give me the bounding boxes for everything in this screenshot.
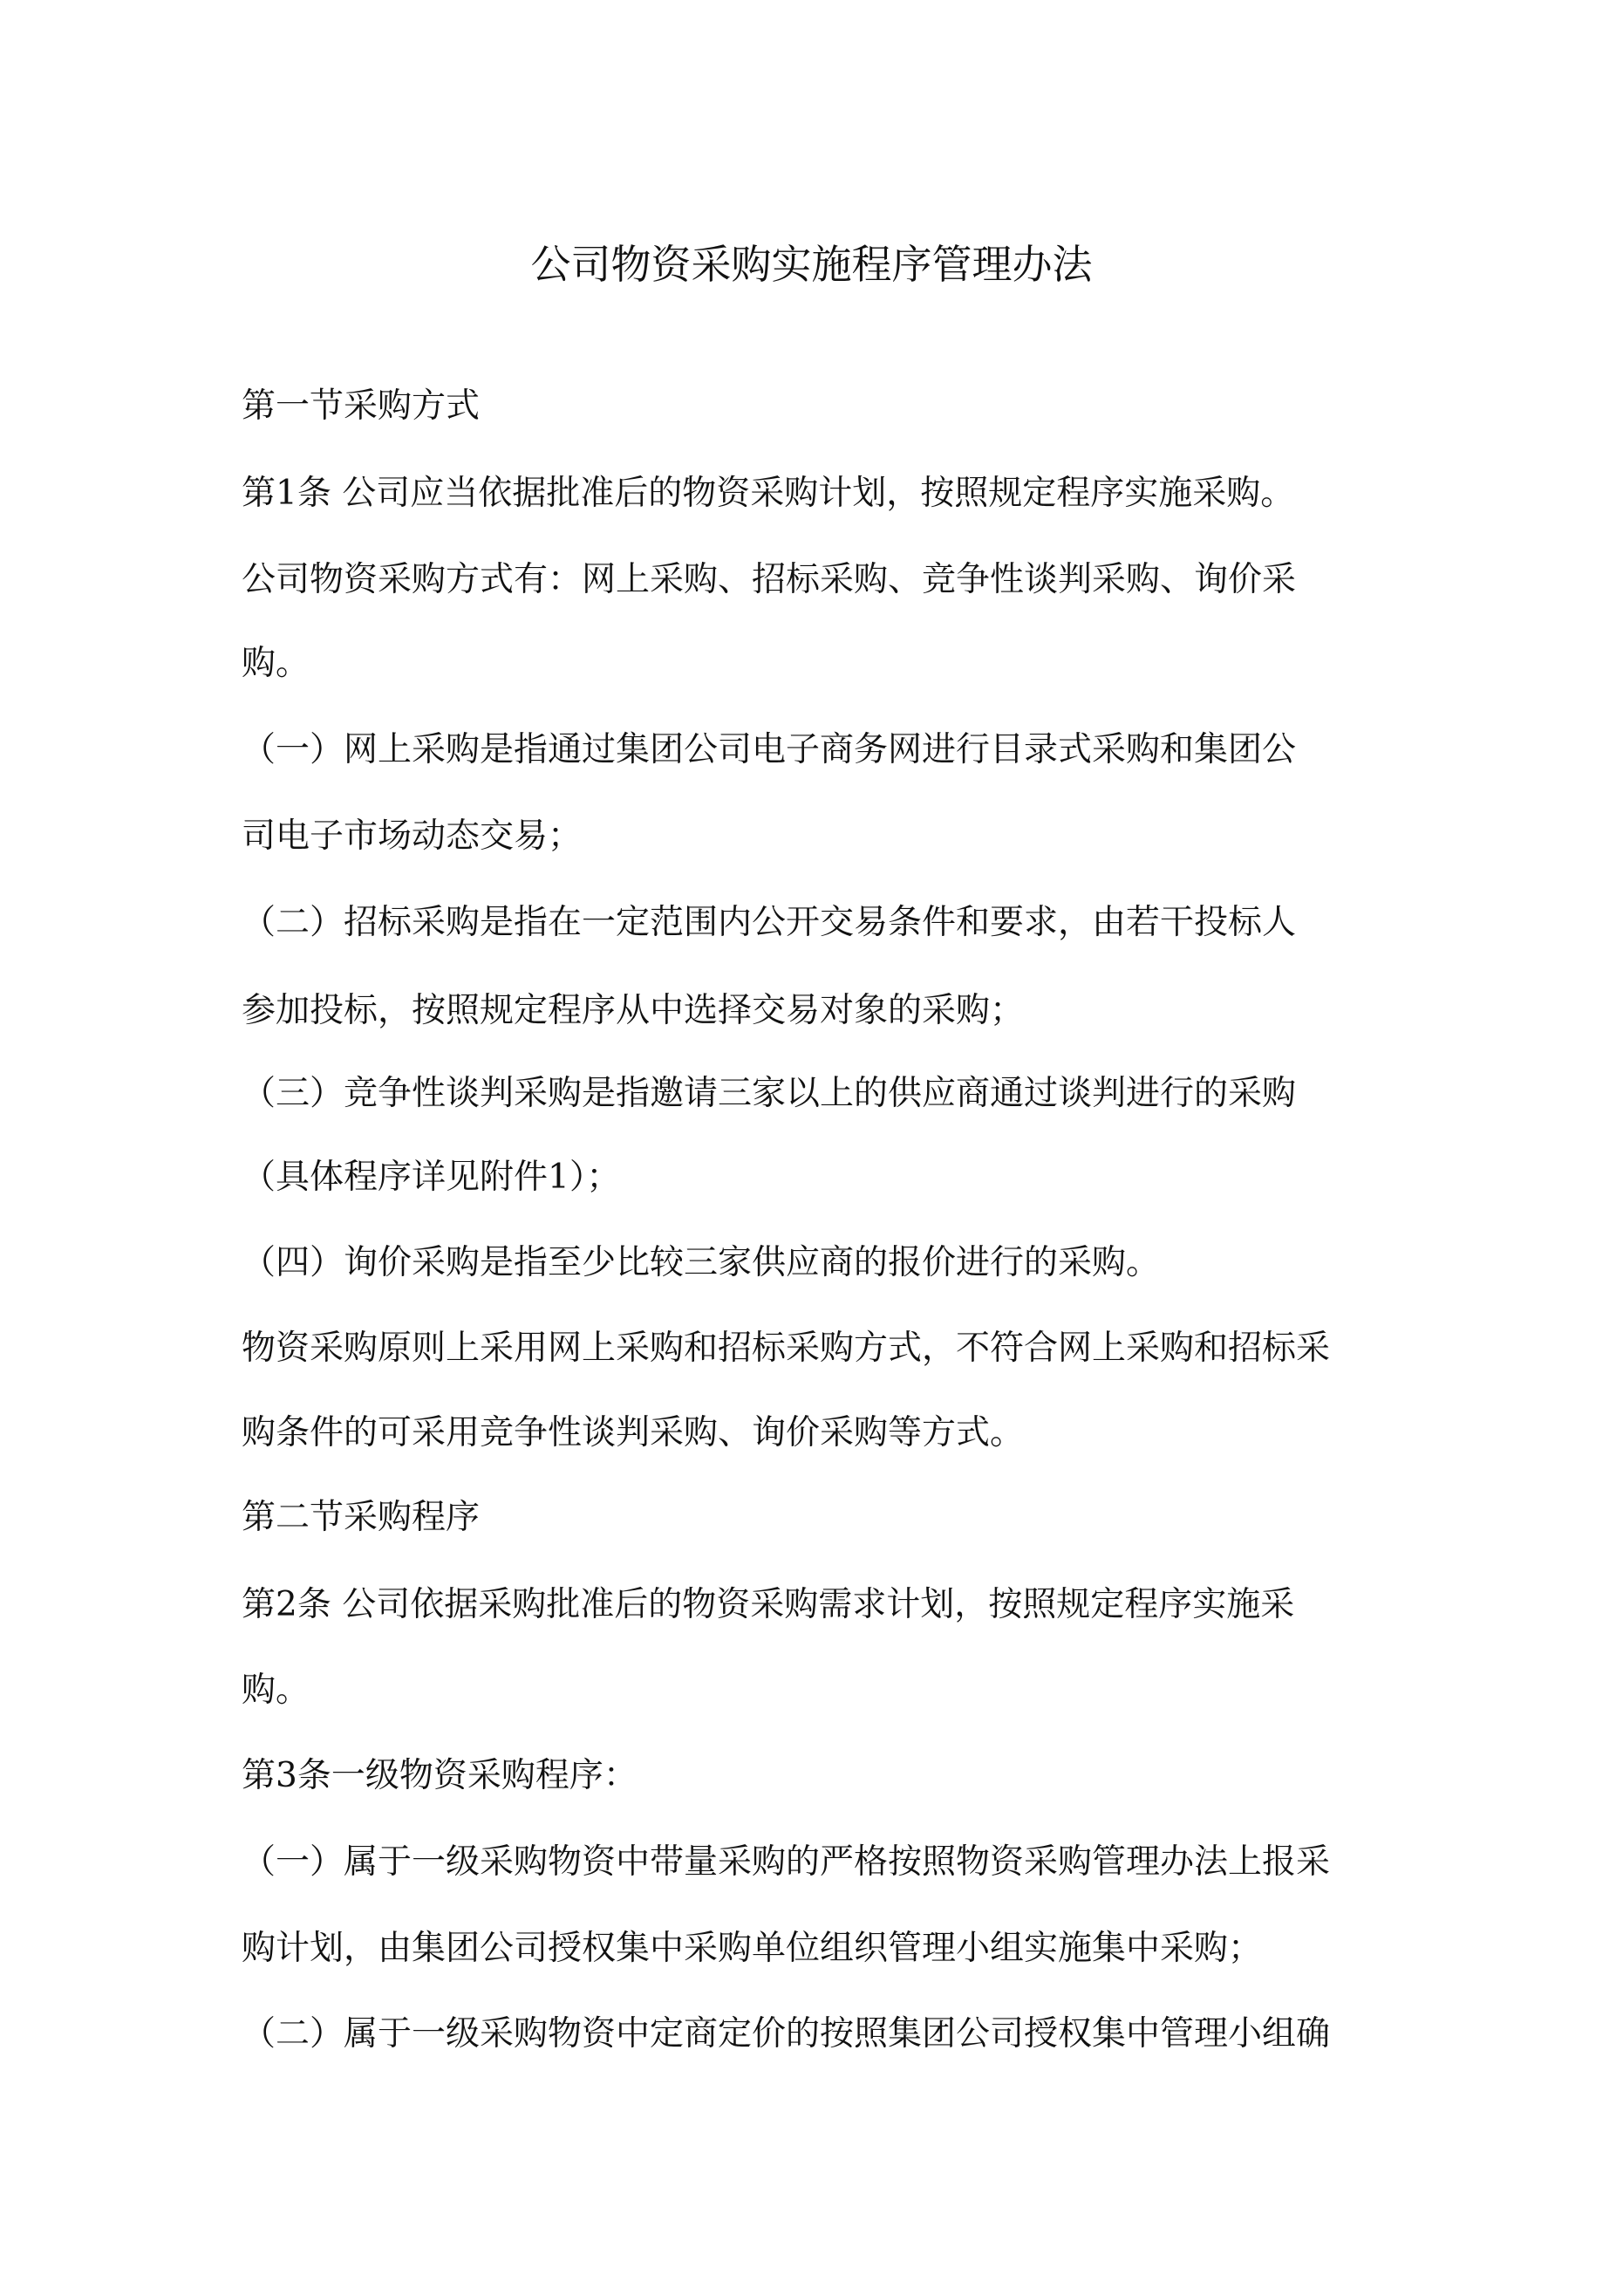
paragraph-line: （具体程序详见附件1）； [242, 1158, 621, 1197]
paragraph-line: 购条件的可采用竞争性谈判采购、询价采购等方式。 [242, 1413, 1025, 1452]
paragraph-line: （二）招标采购是指在一定范围内公开交易条件和要求，由若干投标人 [242, 903, 1297, 942]
paragraph-line: 购。 [242, 1671, 310, 1710]
paragraph-line: 购。 [242, 644, 310, 683]
paragraph-line: （一）属于一级采购物资中带量采购的严格按照物资采购管理办法上报采 [242, 1842, 1331, 1882]
paragraph-line: 司电子市场动态交易； [242, 817, 583, 856]
paragraph-line: 购计划，由集团公司授权集中采购单位组织管理小组实施集中采购； [242, 1929, 1263, 1968]
paragraph-line: 第1条 公司应当依据批准后的物资采购计划，按照规定程序实施采购。 [242, 474, 1295, 513]
paragraph-line: 参加投标，按照规定程序从中选择交易对象的采购； [242, 991, 1025, 1030]
paragraph-line: 第3条一级物资采购程序： [242, 1756, 638, 1795]
paragraph-line: （二）属于一级采购物资中定商定价的按照集团公司授权集中管理小组确 [242, 2014, 1331, 2053]
paragraph-line: （一）网上采购是指通过集团公司电子商务网进行目录式采购和集团公 [242, 730, 1297, 769]
section-heading: 第二节采购程序 [242, 1498, 481, 1537]
paragraph-line: 公司物资采购方式有：网上采购、招标采购、竞争性谈判采购、询价采 [242, 560, 1297, 599]
paragraph-line: （四）询价采购是指至少比较三家供应商的报价进行的采购。 [242, 1243, 1161, 1282]
paragraph-line: 物资采购原则上采用网上采购和招标采购方式，不符合网上采购和招标采 [242, 1329, 1331, 1368]
document-title: 公司物资采购实施程序管理办法 [530, 241, 1093, 288]
paragraph-line: 第2条 公司依据采购批准后的物资采购需求计划，按照规定程序实施采 [242, 1585, 1295, 1624]
paragraph-line: （三）竞争性谈判采购是指邀请三家以上的供应商通过谈判进行的采购 [242, 1074, 1297, 1113]
section-heading: 第一节采购方式 [242, 386, 481, 426]
